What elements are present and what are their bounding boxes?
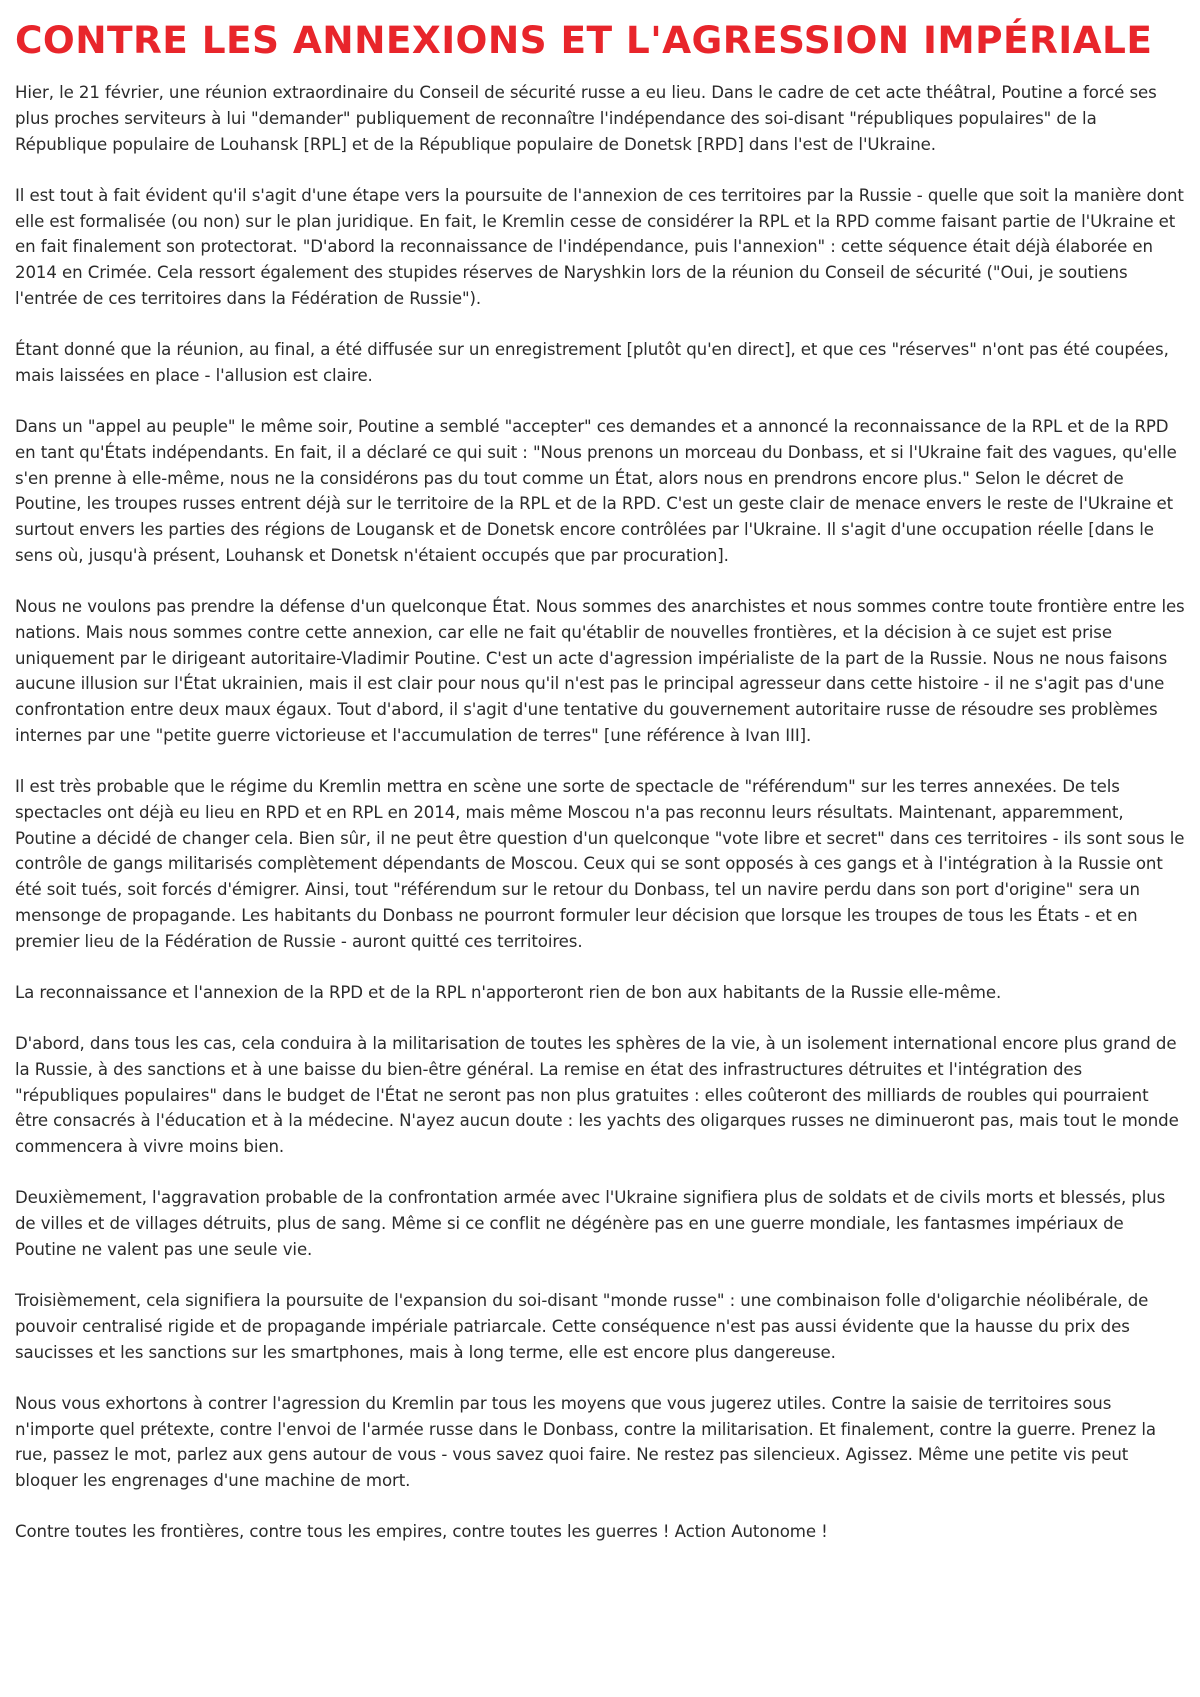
paragraph-anarchist-position: Nous ne voulons pas prendre la défense d'un quelconque État. Nous sommes des anarchistes et nous sommes contre toute frontière entre les nations. Mais nous sommes contre cette annexion, car elle ne fait qu'établir de nouvelles frontières, et la décision à ce sujet est prise uniquement par le dirigeant autoritaire-Vladimir Poutine. C'est un acte d'agression impérialiste de la part de la Russie. Nous ne nous faisons aucune illusion sur l'État ukrainien, mais il est clair pour nous qu'il n'est pas le principal agresseur dans cette histoire - il ne s'agit pas d'une confrontation entre deux maux égaux. Tout d'abord, il s'agit d'une tentative du gouvernement autoritaire russe de résoudre ses problèmes internes par une "petite guerre victorieuse et l'accumulation de terres" [une référence à Ivan III]. — [15, 597, 1185, 745]
paragraph-third: Troisièmement, cela signifiera la poursuite de l'expansion du soi-disant "monde russe" : une combinaison folle d'oligarchie néolibérale, de pouvoir centralisé rigide et de propagande impériale patriarcale. Cette conséquence n'est pas aussi évidente que la hausse du prix des saucisses et les sanctions sur les smartphones, mais à long terme, elle est encore plus dangereuse. — [15, 1291, 1149, 1362]
paragraph-appeal: Dans un "appel au peuple" le même soir, Poutine a semblé "accepter" ces demandes et a annoncé la reconnaissance de la RPL et de la RPD en tant qu'États indépendants. En fait, il a déclaré ce qui suit : "Nous prenons un morceau du Donbass, et si l'Ukraine fait des vagues, qu'elle s'en prenne à elle-même, nous ne la considérons pas du tout comme un État, alors nous en prendrons encore plus." Selon le décret de Poutine, les troupes russes entrent déjà sur le territoire de la RPL et de la RPD. C'est un geste clair de menace envers le reste de l'Ukraine et surtout envers les parties des régions de Lougansk et de Donetsk encore contrôlées par l'Ukraine. Il s'agit d'une occupation réelle [dans le sens où, jusqu'à présent, Louhansk et Donetsk n'étaient occupés que par procuration]. — [15, 417, 1177, 565]
paragraph-intro: Hier, le 21 février, une réunion extraordinaire du Conseil de sécurité russe a eu lieu. Dans le cadre de cet acte théâtral, Poutine a forcé ses plus proches serviteurs à lui "demander" publiquement de reconnaître l'indépendance des soi-disant "républiques populaires" de la République populaire de Louhansk [RPL] et de la République populaire de Donetsk [RPD] dans l'est de l'Ukraine. — [15, 83, 1157, 154]
paragraph-annexion: Il est tout à fait évident qu'il s'agit d'une étape vers la poursuite de l'annexion de ces territoires par la Russie - quelle que soit la manière dont elle est formalisée (ou non) sur le plan juridique. En fait, le Kremlin cesse de considérer la RPL et la RPD comme faisant partie de l'Ukraine et en fait finalement son protectorat. "D'abord la reconnaissance de l'indépendance, puis l'annexion" : cette séquence était déjà élaborée en 2014 en Crimée. Cela ressort également des stupides réserves de Naryshkin lors de la réunion du Conseil de sécurité ("Oui, je soutiens l'entrée de ces territoires dans la Fédération de Russie"). — [15, 185, 1184, 308]
document-title: CONTRE LES ANNEXIONS ET L'AGRESSION IMPÉRIALE — [15, 18, 1153, 62]
paragraph-first: D'abord, dans tous les cas, cela conduira à la militarisation de toutes les sphères de la vie, à un isolement international encore plus grand de la Russie, à des sanctions et à une baisse du bien-être général. La remise en état des infrastructures détruites et l'intégration des "républiques populaires" dans le budget de l'État ne seront pas non plus gratuites : elles coûteront des milliards de roubles qui pourraient être consacrés à l'éducation et à la médecine. N'ayez aucun doute : les yachts des oligarques russes ne diminueront pas, mais tout le monde commencera à vivre moins bien. — [15, 1034, 1179, 1156]
paragraph-referendum: Il est très probable que le régime du Kremlin mettra en scène une sorte de spectacle de "référendum" sur les terres annexées. De tels spectacles ont déjà eu lieu en RPD et en RPL en 2014, mais même Moscou n'a pas reconnu leurs résultats. Maintenant, apparemment, Poutine a décidé de changer cela. Bien sûr, il ne peut être question d'un quelconque "vote libre et secret" dans ces territoires - ils sont sous le contrôle de gangs militarisés complètement dépendants de Moscou. Ceux qui se sont opposés à ces gangs et à l'intégration à la Russie ont été soit tués, soit forcés d'émigrer. Ainsi, tout "référendum sur le retour du Donbass, tel un navire perdu dans son port d'origine" sera un mensonge de propagande. Les habitants du Donbass ne pourront formuler leur décision que lorsque les troupes de tous les États - et en premier lieu de la Fédération de Russie - auront quitté ces territoires. — [15, 777, 1185, 951]
paragraph-call-to-action: Nous vous exhortons à contrer l'agression du Kremlin par tous les moyens que vous jugerez utiles. Contre la saisie de territoires sous n'importe quel prétexte, contre l'envoi de l'armée russe dans le Donbass, contre la militarisation. Et finalement, contre la guerre. Prenez la rue, passez le mot, parlez aux gens autour de vous - vous savez quoi faire. Ne restez pas silencieux. Agissez. Même une petite vis peut bloquer les engrenages d'une machine de mort. — [15, 1393, 1156, 1490]
paragraph-consequences-intro: La reconnaissance et l'annexion de la RPD et de la RPL n'apporteront rien de bon aux habitants de la Russie elle-même. — [15, 982, 1002, 1002]
paragraph-broadcast: Étant donné que la réunion, au final, a été diffusée sur un enregistrement [plutôt qu'en direct], et que ces "réserves" n'ont pas été coupées, mais laissées en place - l'allusion est claire. — [15, 340, 1169, 385]
document-body — [15, 80, 1185, 1545]
paragraph-closing-slogan: Contre toutes les frontières, contre tous les empires, contre toutes les guerres ! Action Autonome ! — [15, 1522, 828, 1542]
paragraph-second: Deuxièmement, l'aggravation probable de la confrontation armée avec l'Ukraine signifiera plus de soldats et de civils morts et blessés, plus de villes et de villages détruits, plus de sang. Même si ce conflit ne dégénère pas en une guerre mondiale, les fantasmes impériaux de Poutine ne valent pas une seule vie. — [15, 1188, 1166, 1259]
